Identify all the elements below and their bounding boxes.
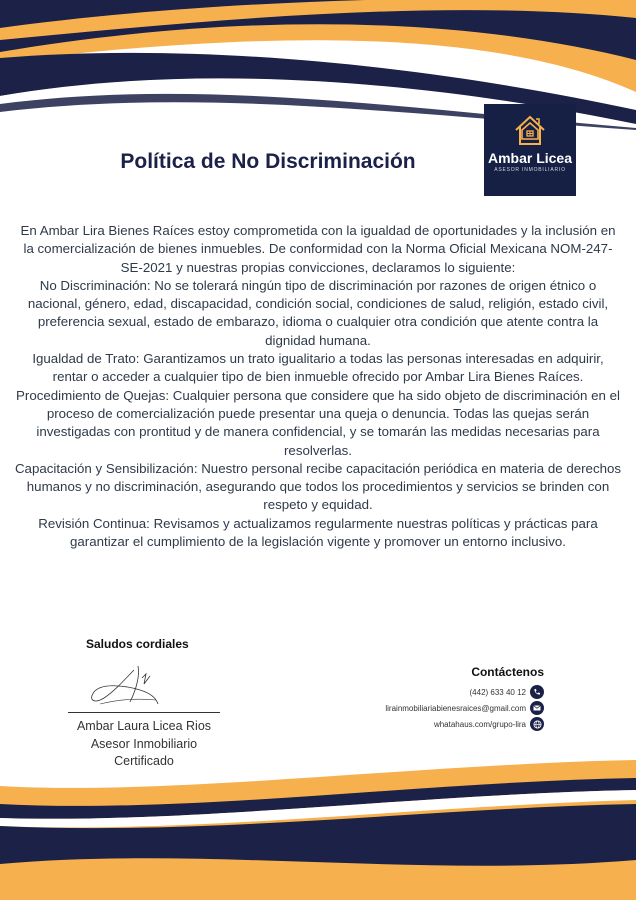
page-title: Política de No Discriminación [120,150,416,173]
signature-image [86,660,166,716]
phone-icon [530,685,544,699]
signer-name: Ambar Laura Licea Rios [76,719,212,733]
footer-wave-decoration [0,760,636,900]
logo-subtitle: ASESOR INMOBILIARIO [494,167,566,173]
paragraph-intro: En Ambar Lira Bienes Raíces estoy comprometida con la igualdad de oportunidades y la inclusión en la comercialización de bienes inmuebles. De conformidad con la Norma Oficial Mexicana NOM-247-SE-2021 y nuestras propias convicciones, declaramos lo siguiente: [20,223,616,275]
contact-email: lirainmobiliariabienesraices@gmail.com [385,703,526,713]
signer-certification: Certificado [114,754,174,768]
email-icon [530,701,544,715]
contact-website: whatahaus.com/grupo-lira [433,719,526,729]
signer-role: Asesor Inmobiliario [90,736,198,751]
contact-phone: (442) 633 40 12 [469,687,526,697]
paragraph-procedimiento-de-quejas: Procedimiento de Quejas: Cualquier persona que considere que ha sido objeto de discriminación en el proceso de comercialización puede presentar una queja o denuncia. Todas las quejas serán investigadas con prontitud y de manera confidencial, y se tomarán las medidas necesarias para resolverlas. [16,387,620,458]
paragraph-capacitacion: Capacitación y Sensibilización: Nuestro personal recibe capacitación periódica en materia de derechos humanos y no discriminación, asegurando que todos los procedimientos y servicios se brinden con respeto y equidad. [14,460,622,513]
contact-phone-row [470,685,545,699]
closing-greeting: Saludos cordiales [86,637,189,651]
house-icon [511,112,549,148]
contact-title: Contáctenos [471,665,544,679]
paragraph-revision-continua: Revisión Continua: Revisamos y actualizamos regularmente nuestras políticas y prácticas para garantizar el cumplimiento de la legislación vigente y promover un entorno inclusivo. [38,515,598,550]
contact-email-row [385,701,544,715]
paragraph-igualdad-de-trato: Igualdad de Trato: Garantizamos un trato igualitario a todas las personas interesadas en adquirir, rentar o acceder a cualquier tipo de bien inmueble ofrecido por Ambar Lira Bienes Raíces. [32,351,604,385]
policy-body [14,222,622,551]
paragraph-no-discriminacion: No Discriminación: No se tolerará ningún tipo de discriminación por razones de origen étnico o nacional, género, edad, discapacidad, condición social, condiciones de salud, religión, estado civil, preferencia sexual, estado de embarazo, idioma o cualquier otra condición que atente contra la dignidad humana. [27,277,609,348]
globe-icon [530,717,544,731]
contact-web-row [434,717,544,731]
logo-name: Ambar Licea [487,150,573,166]
signature-line [68,712,220,713]
